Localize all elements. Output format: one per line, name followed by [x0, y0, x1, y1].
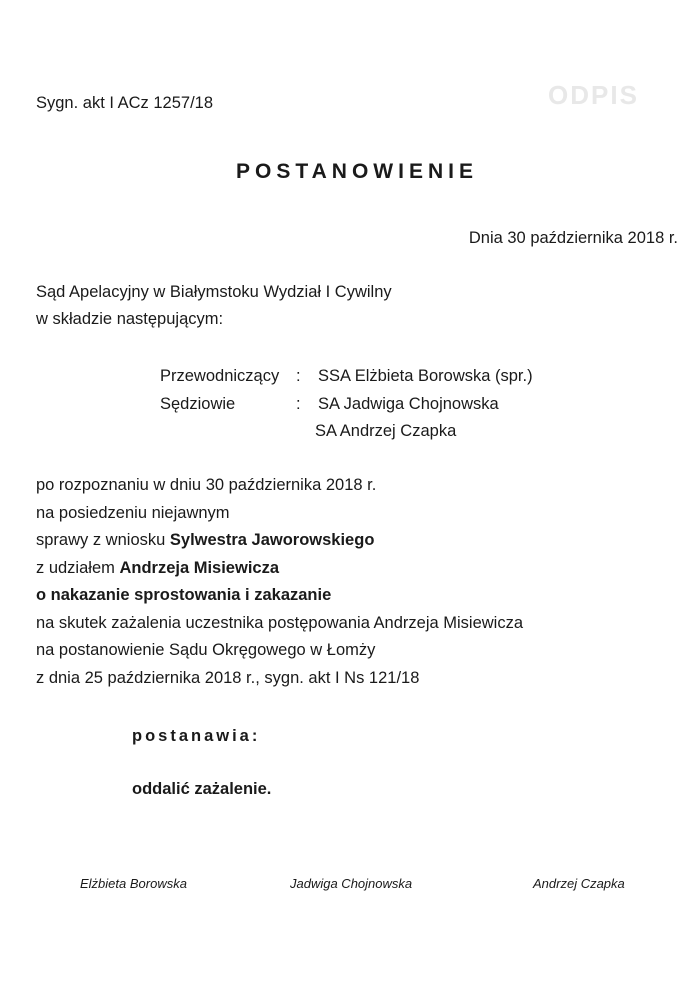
body-line-6: na skutek zażalenia uczestnika postępowania Andrzeja Misiewicza	[36, 614, 524, 632]
signature-1: Elżbieta Borowska	[80, 876, 187, 891]
body-line-2: na posiedzeniu niejawnym	[36, 504, 230, 522]
judge-name-1: SA Jadwiga Chojnowska	[318, 395, 499, 413]
judges-role: Sędziowie	[160, 395, 236, 413]
judges-separator: :	[296, 395, 301, 413]
body-line-7: na postanowienie Sądu Okręgowego w Łomży	[36, 641, 376, 659]
body-line-4	[36, 559, 279, 578]
chair-separator: :	[296, 367, 301, 385]
participant-name: Andrzeja Misiewicza	[119, 559, 280, 577]
copy-stamp: ODPIS	[548, 80, 639, 110]
ruling-text: oddalić zażalenie.	[132, 780, 272, 798]
court-name: Sąd Apelacyjny w Białymstoku Wydział I Cywilny	[36, 283, 392, 301]
court-composition-label: w składzie następującym:	[36, 310, 224, 328]
chair-name: SSA Elżbieta Borowska (spr.)	[318, 367, 533, 385]
body-line-8: z dnia 25 października 2018 r., sygn. akt I Ns 121/18	[36, 669, 420, 687]
decision-label: postanawia:	[132, 727, 261, 745]
chair-role: Przewodniczący	[160, 367, 280, 385]
body-line-3-prefix: sprawy z wniosku	[36, 531, 170, 549]
signature-2: Jadwiga Chojnowska	[290, 876, 413, 891]
applicant-name: Sylwestra Jaworowskiego	[169, 531, 375, 549]
case-subject: o nakazanie sprostowania i zakazanie	[36, 586, 332, 604]
document-title: POSTANOWIENIE	[236, 160, 478, 183]
case-number: Sygn. akt I ACz 1257/18	[36, 94, 214, 112]
document-date: Dnia 30 października 2018 r.	[468, 229, 678, 247]
body-line-1: po rozpoznaniu w dniu 30 października 2018 r.	[36, 476, 377, 494]
signature-3: Andrzej Czapka	[533, 876, 625, 891]
judge-name-2: SA Andrzej Czapka	[315, 422, 457, 440]
body-line-4-prefix: z udziałem	[36, 559, 120, 577]
body-line-3	[36, 531, 374, 550]
